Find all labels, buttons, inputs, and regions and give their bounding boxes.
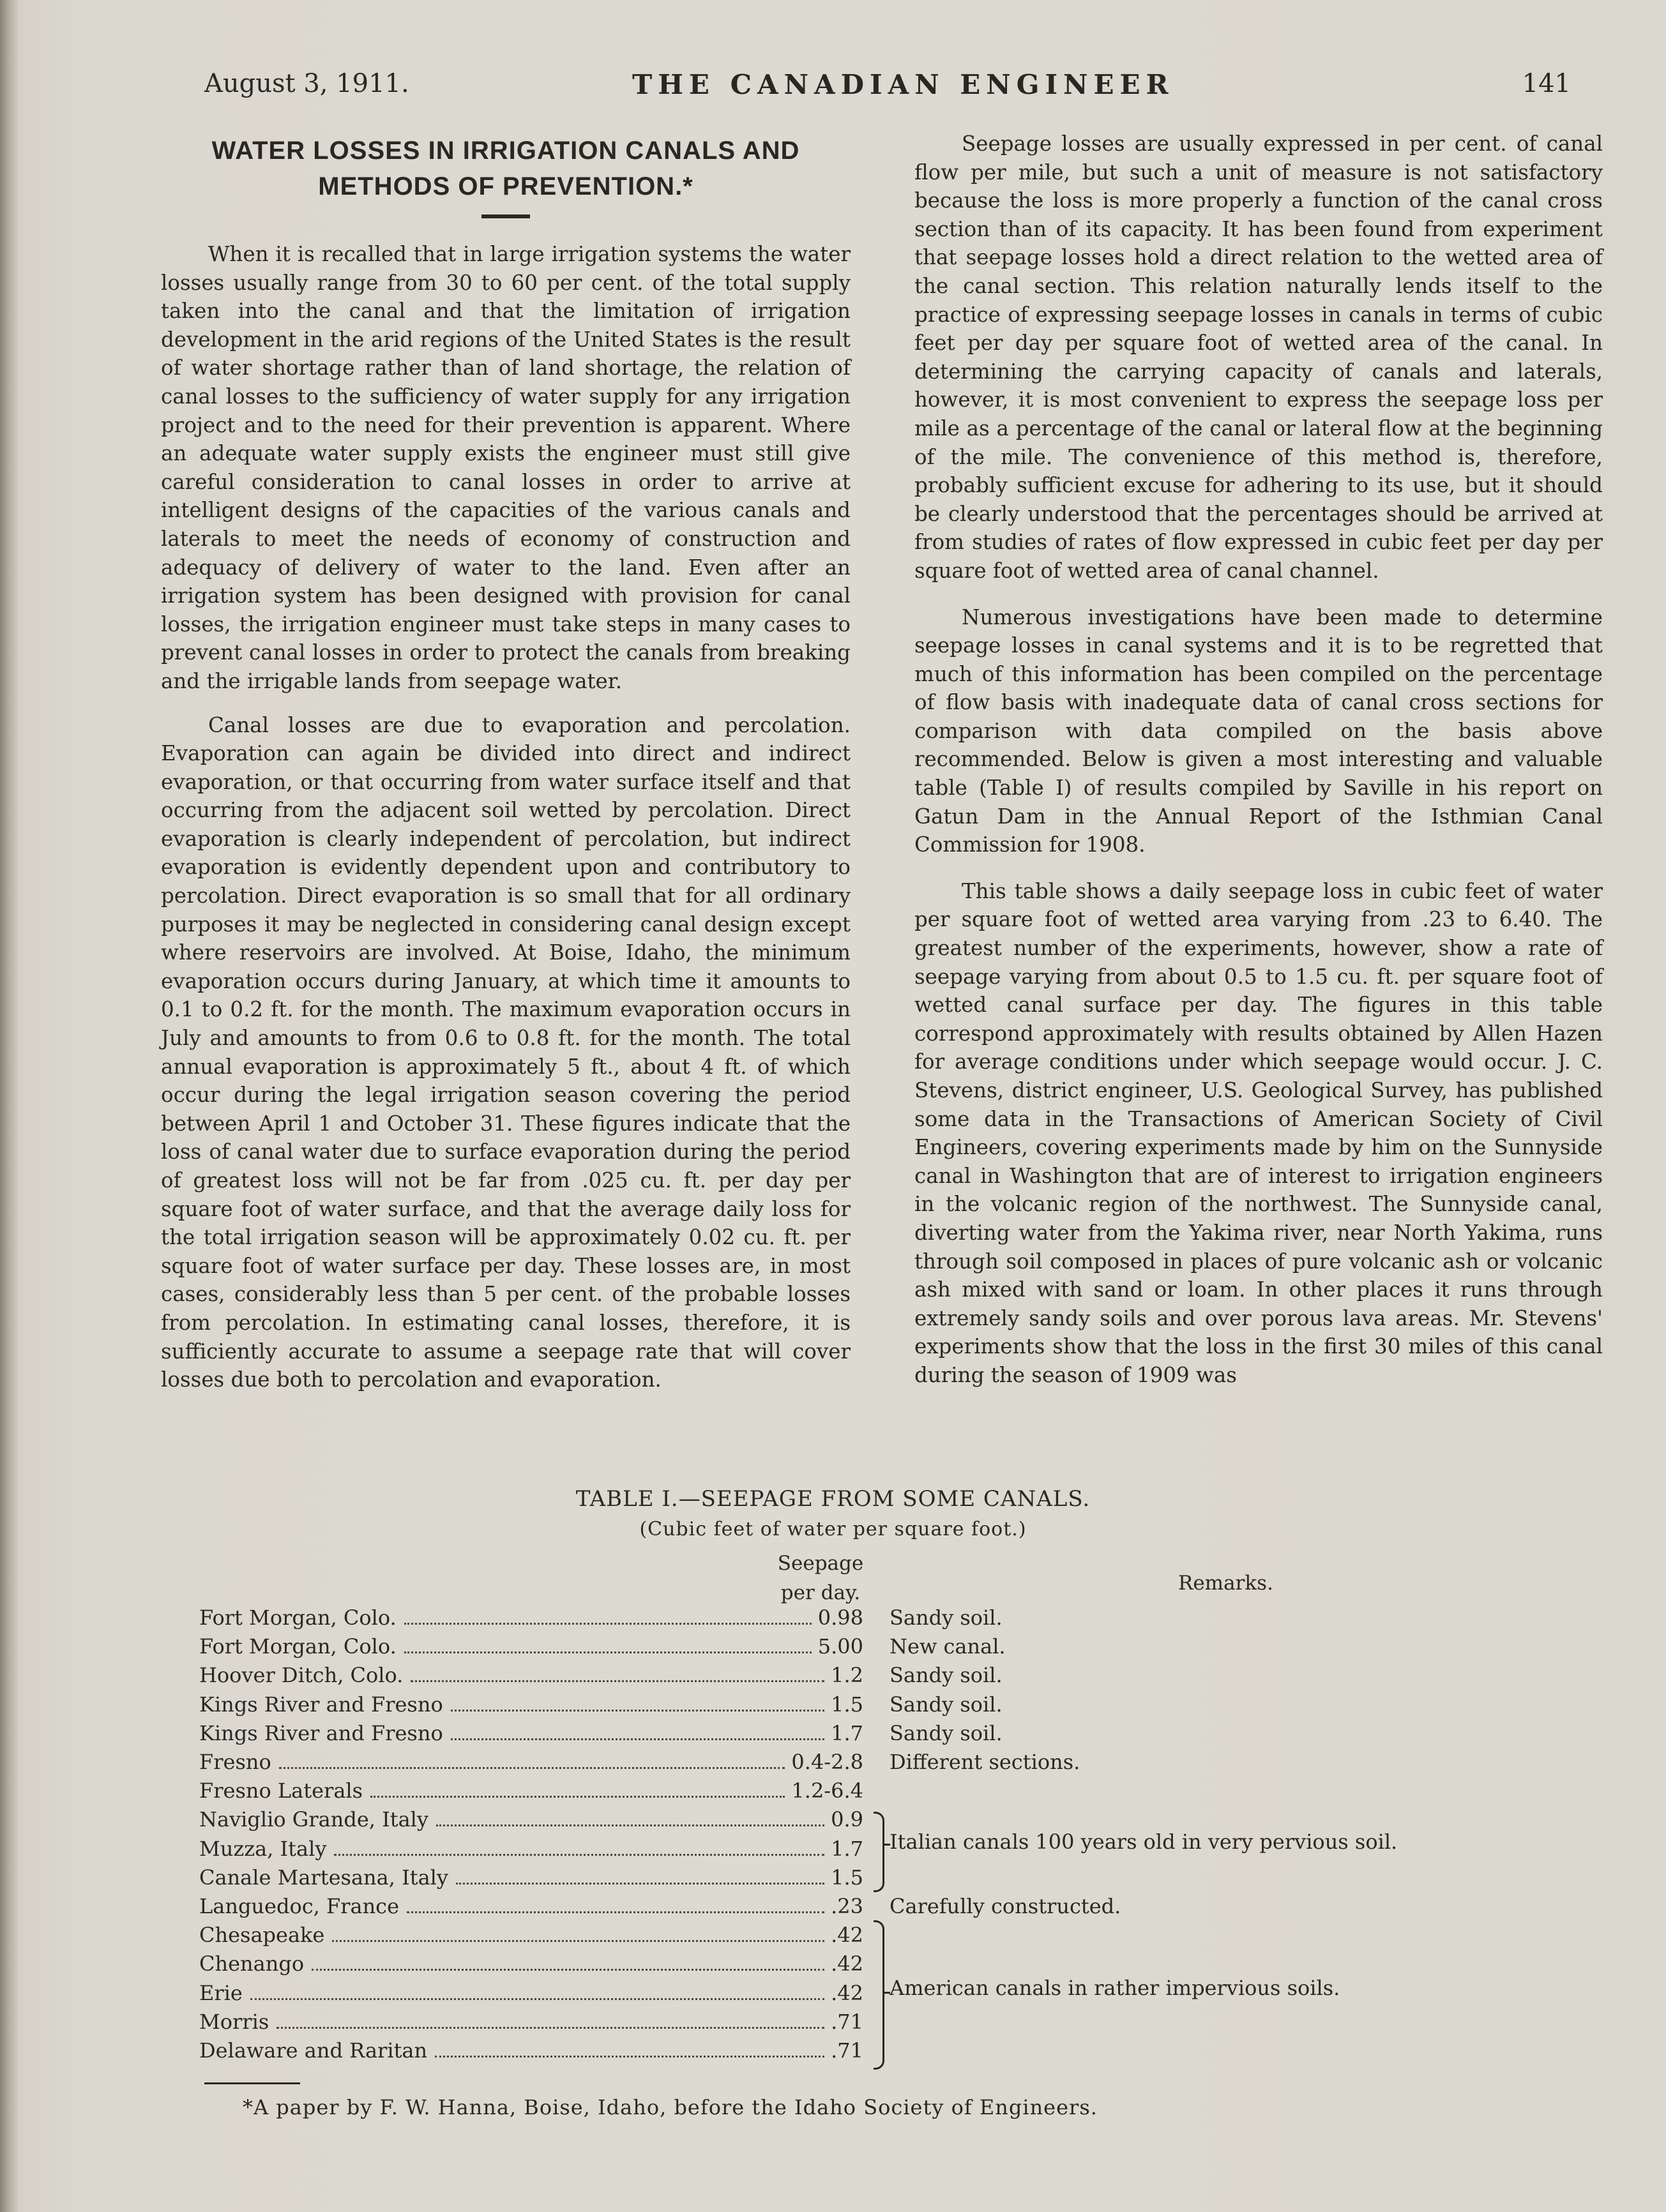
binding-spine (0, 0, 18, 2212)
dot-leader (456, 1883, 824, 1885)
header-date: August 3, 1911. (204, 69, 409, 98)
seepage-value: .42 (831, 1923, 863, 1948)
remarks-column-header: Remarks. (1178, 1572, 1273, 1595)
header-journal-title: THE CANADIAN ENGINEER (632, 69, 1174, 100)
row-remark: New canal. (890, 1634, 1006, 1659)
seepage-value: .42 (831, 1980, 863, 2005)
canal-name: Fort Morgan, Colo. (199, 1634, 397, 1659)
dot-leader (451, 1710, 824, 1712)
canal-name: Fort Morgan, Colo. (199, 1606, 397, 1630)
table-row (199, 1894, 863, 1923)
dot-leader (250, 1998, 824, 2000)
row-remark: Sandy soil. (890, 1692, 1003, 1717)
table-row (199, 1721, 863, 1750)
dot-leader (407, 1911, 824, 1913)
dot-leader (436, 1825, 824, 1826)
paragraph-left-2: Canal losses are due to evaporation and percolation. Evaporation can again be divided into direct and indirect evaporation, or that occurring from water surface itself and that occurring from the adjacent soil wetted by percolation. Direct evaporation is clearly independent of percolation, but indirect evaporation is evidently dependent upon and contributory to percolation. Direct evaporation is so small that for all ordinary purposes it may be neglected in considering canal design except where reservoirs are involved. At Boise, Idaho, the minimum evaporation occurs during January, at which time it amounts to 0.1 to 0.2 ft. for the month. The maximum evaporation occurs in July and amounts to from 0.6 to 0.8 ft. for the month. The total annual evaporation is approximately 5 ft., about 4 ft. of which occur during the legal irrigation season covering the period between April 1 and October 31. These figures indicate that the loss of canal water due to surface evaporation during the period of greatest loss will not be far from .025 cu. ft. per day per square foot of water surface, and that the average daily loss for the total irrigation season will be approximately 0.02 cu. ft. per square foot of water surface per day. These losses are, in most cases, considerably less than 5 per cent. of the probable losses from percolation. In estimating canal losses, therefore, it is sufficiently accurate to assume a seepage rate that will cover losses due both to percolation and evaporation. (161, 712, 851, 1392)
seepage-value: 5.00 (817, 1634, 863, 1659)
seepage-header-line-2: per day. (780, 1581, 861, 1604)
table-row (199, 1634, 863, 1664)
table-row (199, 1807, 863, 1837)
seepage-value: 1.5 (831, 1692, 863, 1717)
table-row (199, 1750, 863, 1779)
dot-leader (279, 1767, 785, 1769)
paragraph-left-1: When it is recalled that in large irrigation systems the water losses usually range from 30 to 60 per cent. of the total supply taken into the canal and that the limitation of irrigation development in the arid regions of the United States is the result of water shortage rather than of land shortage, the relation of canal losses to the sufficiency of water supply for any irrigation project and to the need for their prevention is apparent. Where an adequate water supply exists the engineer must still give careful consideration to canal losses in order to arrive at intelligent designs of the capacities of the various canals and laterals to meet the needs of economy of construction and adequacy of delivery of water to the land. Even after an irrigation system has been designed with provision for canal losses, the irrigation engineer must take steps in many cases to prevent canal losses in order to protect the canals from breaking and the irrigable lands from seepage water. (161, 242, 851, 693)
canal-name: Delaware and Raritan (199, 2038, 428, 2063)
article-column-left (161, 133, 851, 1394)
seepage-column-header (747, 1549, 894, 1607)
article-column-right (914, 130, 1603, 1390)
article-title: WATER LOSSES IN IRRIGATION CANALS AND METHODS OF PREVENTION.* (211, 137, 800, 200)
canal-name: Fresno Laterals (199, 1779, 363, 1803)
paragraph-right-2: Numerous investigations have been made to determine seepage losses in canal systems and it is to be regretted that much of this information has been compiled on the percentage of flow basis with inadequate data of canal cross sections for comparison with data compiled on the basis above recommended. Below is given a most interesting and valuable table (Table I) of results compiled by Saville in his report on Gatun Dam in the Annual Report of the Isthmian Canal Commission for 1908. (914, 605, 1603, 857)
table-row (199, 2010, 863, 2039)
seepage-value: 0.4-2.8 (791, 1750, 863, 1774)
table-row (199, 1779, 863, 1808)
seepage-value: .42 (831, 1952, 863, 1976)
dot-leader (435, 2056, 824, 2058)
seepage-value: .71 (831, 2009, 863, 2034)
paragraph-right-1: Seepage losses are usually expressed in per cent. of canal flow per mile, but such a unit of measure is not satisfactory because the loss is more properly a function of the canal cross section than of its capacity. It has been found from experiment that seepage losses hold a direct relation to the wetted area of the canal section. This relation naturally lends itself to the practice of expressing seepage losses in canals in terms of cubic feet per day per square foot of wetted area of the canal. In determining the carrying capacity of canals and laterals, however, it is most convenient to express the seepage loss per mile as a percentage of the canal or lateral flow at the beginning of the mile. The convenience of this method is, therefore, probably sufficient excuse for adhering to its use, but it should be clearly understood that the percentages should be arrived at from studies of rates of flow expressed in cubic feet per day per square foot of wetted area of canal channel. (914, 132, 1603, 583)
table-row (199, 1923, 863, 1952)
american-group-remark: American canals in rather impervious soils. (890, 1976, 1340, 2000)
canal-name: Canale Martesana, Italy (199, 1865, 448, 1890)
footnote: *A paper by F. W. Hanna, Boise, Idaho, before the Idaho Society of Engineers. (243, 2095, 1098, 2119)
seepage-value: 0.98 (817, 1606, 863, 1630)
row-remark: Carefully constructed. (890, 1894, 1121, 1918)
seepage-value: .23 (831, 1894, 863, 1918)
canal-name: Chenango (199, 1952, 305, 1976)
table-row (199, 1865, 863, 1895)
dot-leader (332, 1940, 824, 1942)
table-row (199, 1663, 863, 1692)
canal-name: Morris (199, 2009, 269, 2034)
canal-name: Naviglio Grande, Italy (199, 1807, 428, 1832)
canal-name: Languedoc, France (199, 1894, 400, 1918)
table-row (199, 1981, 863, 2010)
canal-name: Fresno (199, 1750, 271, 1774)
seepage-value: 1.5 (831, 1865, 863, 1890)
table-row (199, 1952, 863, 1981)
dot-leader (276, 2027, 824, 2029)
row-remark: Different sections. (890, 1750, 1080, 1774)
seepage-value: 1.2-6.4 (791, 1779, 863, 1803)
dot-leader (312, 1969, 824, 1971)
italian-group-remark: Italian canals 100 years old in very pervious soil. (890, 1830, 1398, 1854)
seepage-value: 1.7 (831, 1720, 863, 1745)
dot-leader (411, 1680, 824, 1682)
table-title: TABLE I.—SEEPAGE FROM SOME CANALS. (575, 1486, 1091, 1512)
header-page-number: 141 (1522, 69, 1571, 98)
seepage-value: 1.2 (831, 1663, 863, 1688)
row-remark: Sandy soil. (890, 1720, 1003, 1745)
canal-name: Erie (199, 1980, 243, 2005)
footnote-rule (204, 2082, 300, 2084)
canal-name: Kings River and Fresno (199, 1692, 443, 1717)
canal-name: Muzza, Italy (199, 1836, 327, 1861)
table-subtitle: (Cubic feet of water per square foot.) (639, 1518, 1027, 1540)
seepage-header-line-1: Seepage (777, 1552, 864, 1575)
italian-group-brace (874, 1812, 884, 1892)
seepage-value: .71 (831, 2038, 863, 2063)
table-row (199, 1692, 863, 1722)
canal-name: Chesapeake (199, 1923, 325, 1948)
american-group-brace (874, 1920, 884, 2070)
dot-leader (451, 1738, 824, 1740)
row-remark: Sandy soil. (890, 1663, 1003, 1688)
canal-name: Kings River and Fresno (199, 1720, 443, 1745)
table-row (199, 1837, 863, 1866)
dot-leader (334, 1854, 824, 1856)
row-remark: Sandy soil. (890, 1606, 1003, 1630)
title-rule (481, 214, 530, 218)
seepage-value: 1.7 (831, 1836, 863, 1861)
paragraph-right-3: This table shows a daily seepage loss in cubic feet of water per square foot of wetted area varying from .23 to 6.40. The greatest number of the experiments, however, show a rate of seepage varying from about 0.5 to 1.5 cu. ft. per square foot of wetted canal surface per day. The figures in this table correspond approximately with results obtained by Allen Hazen for average conditions under which seepage would occur. J. C. Stevens, district engineer, U.S. Geological Survey, has published some data in the Transactions of American Society of Civil Engineers, covering experiments made by him on the Sunnyside canal in Washington that are of interest to irrigation engineers in the volcanic region of the northwest. The Sunnyside canal, diverting water from the Yakima river, near North Yakima, runs through soil composed in places of pure volcanic ash or volcanic ash mixed with sand or loam. In other places it runs through extremely sandy soils and over porous lava areas. Mr. Stevens' experiments show that the loss in the first 30 miles of this canal during the season of 1909 was (914, 878, 1603, 1387)
page-header (204, 69, 1571, 114)
table-row (199, 2038, 863, 2068)
table-row (199, 1606, 863, 1635)
dot-leader (404, 1623, 812, 1625)
seepage-value: 0.9 (831, 1807, 863, 1832)
dot-leader (404, 1651, 812, 1653)
dot-leader (370, 1796, 785, 1798)
canal-name: Hoover Ditch, Colo. (199, 1663, 404, 1688)
